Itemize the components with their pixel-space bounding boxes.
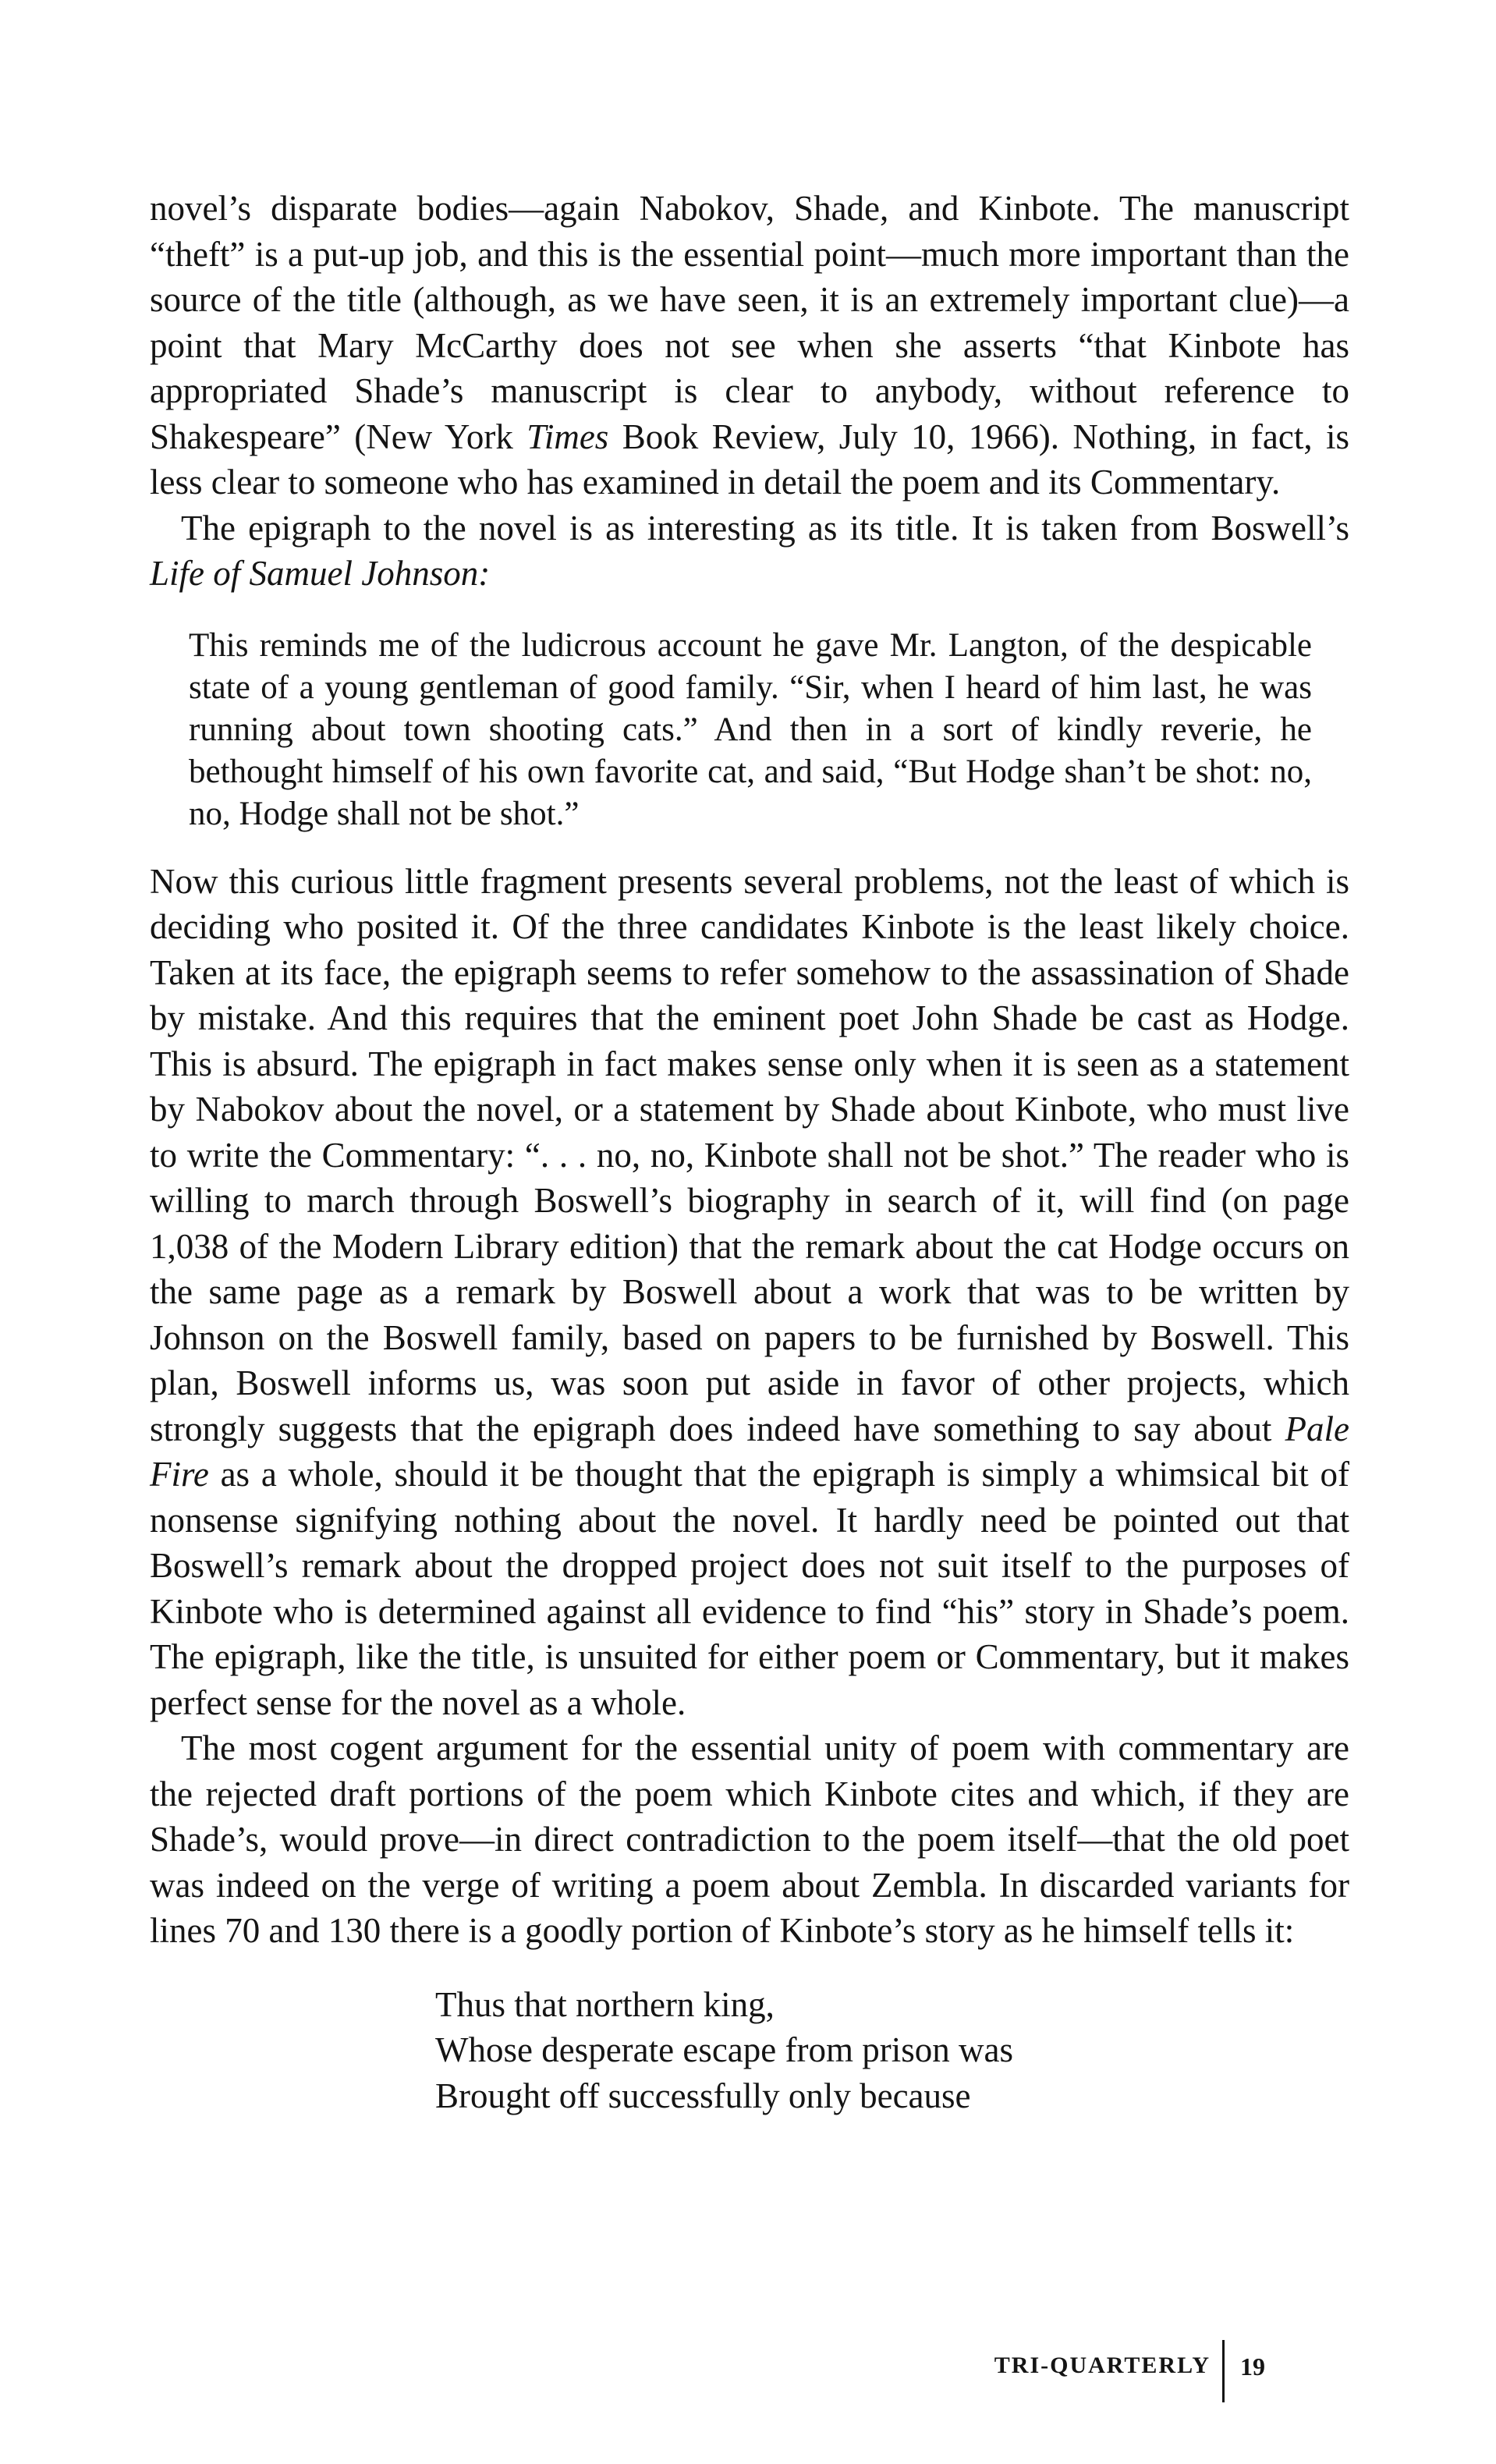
book-title-life-of-johnson: Life of Samuel Johnson:	[150, 554, 491, 593]
paragraph-manuscript-theft	[150, 186, 1349, 505]
paragraph-epigraph-intro	[150, 505, 1349, 597]
paragraph-text: as a whole, should it be thought that the epigraph is simply a whimsical bit of nonsense signifying nothing about the novel. It hardly need be pointed out that Boswell’s remark about the dropped project does not suit itself to the purposes of Kinbote who is determined against all evidence to find “his” story in Shade’s poem. The epigraph, like the title, is unsuited for either poem or Commentary, but it makes perfect sense for the novel as a whole.	[150, 1455, 1349, 1722]
page-footer	[959, 2340, 1303, 2402]
paragraph-text: Book Review, July 10, 1966). Nothing, in fact, is less clear to someone who has examined in detail the poem and its Commentary.	[150, 417, 1349, 502]
epigraph-block-quote: This reminds me of the ludicrous account he gave Mr. Langton, of the despicable state of a young gentleman of good family. “Sir, when I heard of him last, he was running about town shooting cats.” And then in a sort of kindly reverie, he bethought himself of his own favorite cat, and said, “But Hodge shan’t be shot: no, no, Hodge shall not be shot.”	[189, 626, 1312, 832]
verse-quotation	[150, 1982, 1349, 2119]
paragraph-fragment-analysis	[150, 859, 1349, 1726]
page-number: 19	[1240, 2352, 1265, 2381]
verse-line: Thus that northern king,	[435, 1984, 775, 2024]
running-head: TRI-QUARTERLY	[994, 2352, 1211, 2378]
newspaper-title-times: Times	[526, 417, 609, 456]
text-column	[150, 186, 1349, 2118]
verse-line: Brought off successfully only because	[435, 2076, 971, 2115]
novel-title-pale-fire: Pale Fire	[150, 1409, 1349, 1494]
paragraph-text: novel’s disparate bodies—again Nabokov, Shade, and Kinbote. The manuscript “theft” is a put-up job, and this is the essential point—much more important than the source of the title (although, as we have seen, it is an extremely important clue)—a point that Mary McCarthy does not see when she asserts “that Kinbote has appropriated Shade’s manuscript is clear to anybody, without reference to Shakespeare” (New York	[150, 189, 1349, 456]
paragraph-rejected-drafts: The most cogent argument for the essential unity of poem with commentary are the rejected draft portions of the poem which Kinbote cites and which, if they are Shade’s, would prove—in direct contradiction to the poem itself—that the old poet was indeed on the verge of writing a poem about Zembla. In discarded variants for lines 70 and 130 there is a goodly portion of Kinbote’s story as he himself tells it:	[150, 1728, 1349, 1950]
footer-divider	[1222, 2340, 1225, 2402]
verse-line: Whose desperate escape from prison was	[435, 2030, 1013, 2069]
paragraph-text: The epigraph to the novel is as interesting as its title. It is taken from Boswell’s	[181, 508, 1349, 548]
paragraph-text: Now this curious little fragment presents several problems, not the least of which is deciding who posited it. Of the three candidates Kinbote is the least likely choice. Taken at its face, the epigraph seems to refer somehow to the assassination of Shade by mistake. And this requires that the eminent poet John Shade be cast as Hodge. This is absurd. The epigraph in fact makes sense only when it is seen as a statement by Nabokov about the novel, or a statement by Shade about Kinbote, who must live to write the Commentary: “. . . no, no, Kinbote shall not be shot.” The reader who is willing to march through Boswell’s biography in search of it, will find (on page 1,038 of the Modern Library edition) that the remark about the cat Hodge occurs on the same page as a remark by Boswell about a work that was to be written by Johnson on the Boswell family, based on papers to be furnished by Boswell. This plan, Boswell informs us, was soon put aside in favor of other projects, which strongly suggests that the epigraph does indeed have something to say about	[150, 861, 1349, 1448]
